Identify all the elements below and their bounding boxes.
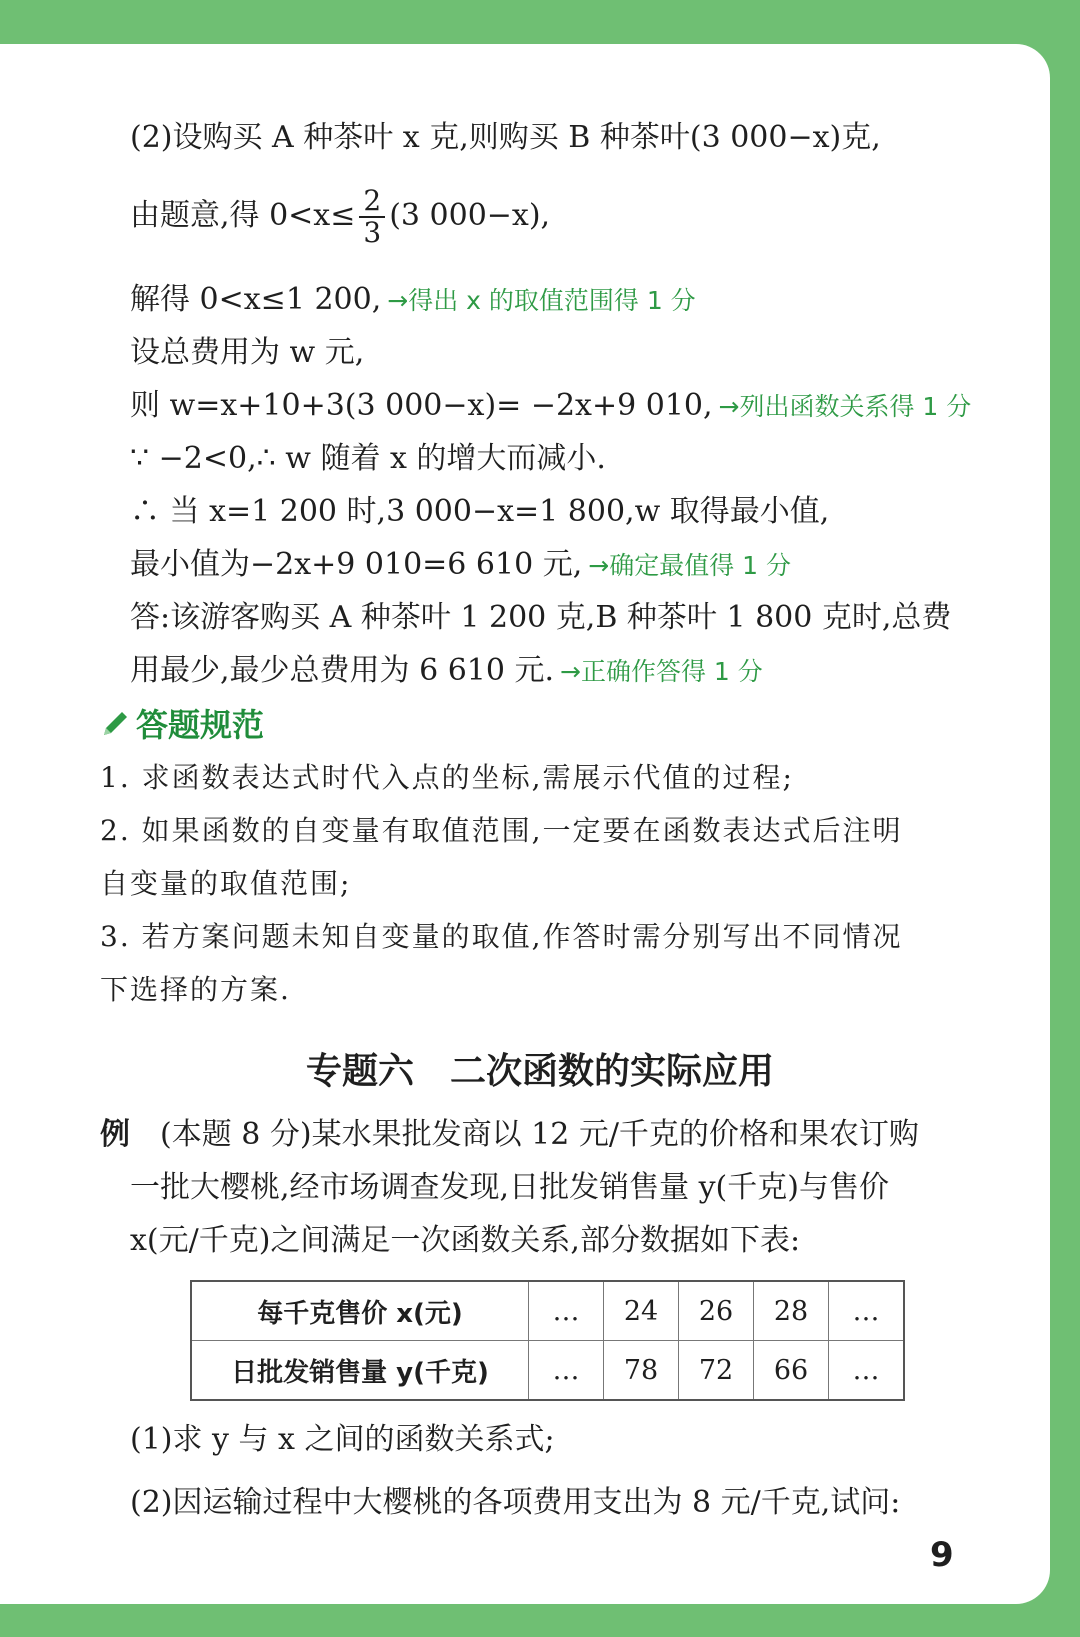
table-cell: … bbox=[829, 1281, 905, 1341]
table-cell: … bbox=[529, 1341, 604, 1401]
solution-line-7 bbox=[130, 545, 791, 586]
solution-line-9 bbox=[130, 651, 763, 692]
row-label-price: 每千克售价 x(元) bbox=[191, 1281, 529, 1341]
page-number: 9 bbox=[930, 1535, 954, 1575]
score-note-4: →正确作答得 1 分 bbox=[560, 657, 763, 686]
norm-item-3-cont: 下选择的方案. bbox=[100, 973, 291, 1006]
solution-line-4 bbox=[130, 386, 971, 427]
table-cell: 78 bbox=[604, 1341, 679, 1401]
example-line-1: (本题 8 分)某水果批发商以 12 元/千克的价格和果农订购 bbox=[160, 1117, 919, 1152]
fraction-denominator: 3 bbox=[363, 216, 382, 249]
pencil-icon bbox=[100, 707, 130, 747]
solution-inequality bbox=[130, 184, 550, 248]
question-1: (1)求 y 与 x 之间的函数关系式; bbox=[130, 1422, 555, 1457]
norm-item-1: 1. 求函数表达式时代入点的坐标,需展示代值的过程; bbox=[100, 761, 794, 794]
inequality-suffix: (3 000−x), bbox=[389, 198, 551, 233]
score-note-1: →得出 x 的取值范围得 1 分 bbox=[387, 286, 696, 315]
solution-line-3: 设总费用为 w 元, bbox=[130, 335, 365, 370]
solution-text: 用最少,最少总费用为 6 610 元. bbox=[130, 653, 555, 688]
table-cell: 72 bbox=[679, 1341, 754, 1401]
solution-line-6: ∴ 当 x=1 200 时,3 000−x=1 800,w 取得最小值, bbox=[130, 494, 830, 529]
solution-text: 解得 0<x≤1 200, bbox=[130, 282, 382, 317]
table-row bbox=[191, 1281, 904, 1341]
inequality-prefix: 由题意,得 0<x≤ bbox=[130, 198, 356, 233]
score-note-2: →列出函数关系得 1 分 bbox=[718, 392, 972, 421]
fraction-numerator: 2 bbox=[359, 186, 385, 218]
solution-text: 最小值为−2x+9 010=6 610 元, bbox=[130, 547, 583, 582]
data-table bbox=[190, 1280, 905, 1401]
solution-line-8: 答:该游客购买 A 种茶叶 1 200 克,B 种茶叶 1 800 克时,总费 bbox=[130, 600, 952, 635]
solution-line-2 bbox=[130, 280, 696, 321]
norm-item-2-cont: 自变量的取值范围; bbox=[100, 867, 352, 900]
table-cell: … bbox=[529, 1281, 604, 1341]
topic-title: 专题六 二次函数的实际应用 bbox=[305, 1051, 774, 1092]
norms-heading bbox=[100, 705, 264, 747]
example-line-2: 一批大樱桃,经市场调查发现,日批发销售量 y(千克)与售价 bbox=[130, 1170, 889, 1205]
table-cell: 26 bbox=[679, 1281, 754, 1341]
table-cell: 24 bbox=[604, 1281, 679, 1341]
solution-line-5: ∵ −2<0,∴ w 随着 x 的增大而减小. bbox=[130, 441, 606, 476]
table-cell: 28 bbox=[754, 1281, 829, 1341]
table-cell: … bbox=[829, 1341, 905, 1401]
norm-item-2: 2. 如果函数的自变量有取值范围,一定要在函数表达式后注明 bbox=[100, 814, 903, 847]
example-mark: 例 bbox=[100, 1117, 130, 1152]
solution-line-1: (2)设购买 A 种茶叶 x 克,则购买 B 种茶叶(3 000−x)克, bbox=[130, 120, 881, 155]
solution-text: 则 w=x+10+3(3 000−x)= −2x+9 010, bbox=[130, 388, 713, 423]
example-line-3: x(元/千克)之间满足一次函数关系,部分数据如下表: bbox=[130, 1223, 801, 1258]
norms-heading-text: 答题规范 bbox=[136, 706, 265, 744]
norm-item-3: 3. 若方案问题未知自变量的取值,作答时需分别写出不同情况 bbox=[100, 920, 903, 953]
row-label-sales: 日批发销售量 y(千克) bbox=[191, 1341, 529, 1401]
fraction bbox=[359, 186, 385, 248]
table-row bbox=[191, 1341, 904, 1401]
question-2: (2)因运输过程中大樱桃的各项费用支出为 8 元/千克,试问: bbox=[130, 1485, 901, 1520]
table-cell: 66 bbox=[754, 1341, 829, 1401]
score-note-3: →确定最值得 1 分 bbox=[588, 551, 792, 580]
